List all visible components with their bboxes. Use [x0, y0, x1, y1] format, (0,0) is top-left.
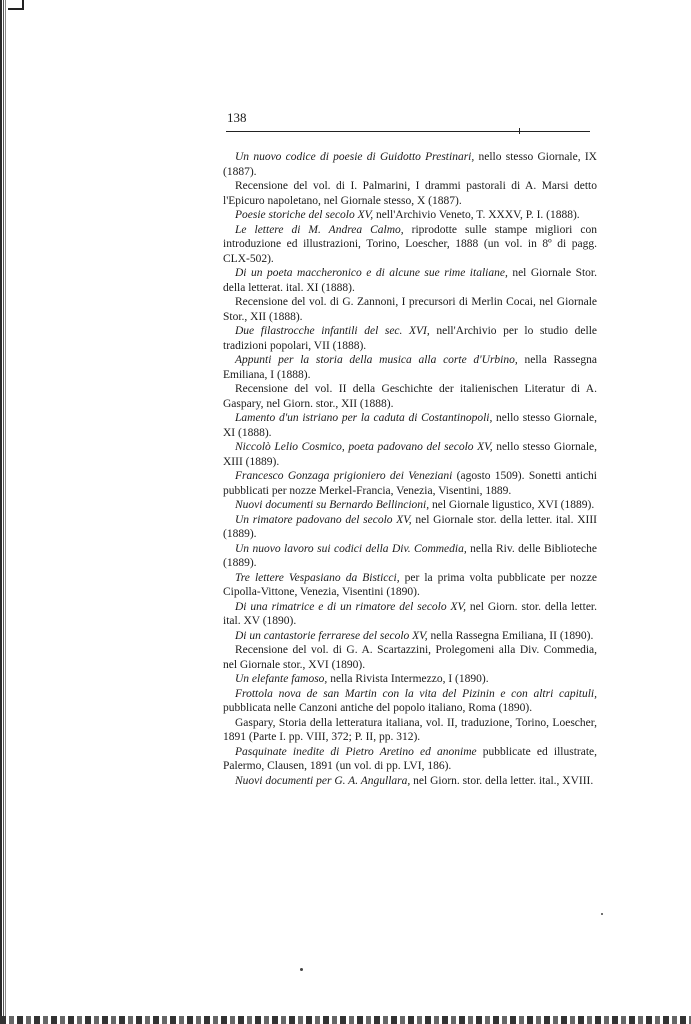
scan-corner-mark [8, 0, 24, 10]
entry-details: nel Giornale stor. della letter. ital. XIII (1889). [223, 513, 598, 540]
scan-speck [300, 968, 303, 971]
bibliography-entry [223, 295, 597, 324]
bibliography-entry [223, 513, 597, 542]
entry-title: Tre lettere Vespasiano da Bisticci, [235, 571, 400, 584]
entry-details: nella Rassegna Emiliana, II (1890). [427, 629, 594, 642]
bibliography-entry [223, 208, 597, 223]
bibliography-entry [223, 774, 597, 789]
entry-details: nello stesso Giornale, XI (1888). [223, 412, 598, 439]
entry-title: Un nuovo lavoro sui codici della Div. Commedia, [235, 542, 467, 555]
entry-title: Pasquinate inedite di Pietro Aretino ed anonime [235, 745, 477, 758]
bibliography-entry [223, 411, 597, 440]
entry-details: nella Rassegna Emiliana, I (1888). [223, 354, 597, 381]
bibliography-entry [223, 672, 597, 687]
entry-details: nella Rivista Intermezzo, I (1890). [327, 673, 489, 685]
entry-details: nell'Archivio Veneto, T. XXXV, P. I. (1888). [373, 209, 580, 221]
entry-details: pubblicata nelle Canzoni antiche del popolo italiano, Roma (1890). [223, 702, 533, 714]
entry-title: Due filastrocche infantili del sec. XVI, [235, 325, 430, 337]
entry-title: Le lettere di M. Andrea Calmo, [235, 223, 404, 236]
bibliography-entry [223, 498, 597, 513]
bibliography-entry [223, 542, 597, 571]
entry-details: Recensione del vol. di G. Zannoni, I precursori di Merlin Cocai, nel Giornale Stor., XII (1888). [223, 296, 597, 323]
entry-title: Di una rimatrice e di un rimatore del secolo XV, [235, 600, 466, 613]
entry-details: (agosto 1509). Sonetti antichi pubblicati per nozze Merkel-Francia, Venezia, Visentini, 1889. [223, 470, 597, 497]
scan-speck [601, 913, 603, 915]
entry-details: nel Giornale Stor. della letterat. ital. XI (1888). [223, 267, 597, 294]
bibliography-entry [223, 745, 597, 774]
entry-details: nel Giorn. stor. della letter. ital., XVIII. [410, 774, 594, 787]
bibliography-entry [223, 643, 597, 672]
bibliography-entry [223, 629, 597, 644]
entry-title: Nuovi documenti su Bernardo Bellincioni, [235, 499, 430, 511]
bibliography-entry [223, 179, 597, 208]
bibliography-list [223, 150, 597, 788]
bibliography-entry [223, 223, 597, 267]
entry-details: nella Riv. delle Biblioteche (1889). [223, 542, 597, 569]
entry-title: Appunti per la storia della musica alla corte d'Urbino, [235, 354, 518, 366]
entry-title: Di un cantastorie ferrarese del secolo XV, [235, 629, 428, 642]
entry-details: nell'Archivio per lo studio delle tradizioni popolari, VII (1888). [223, 325, 597, 352]
entry-title: Un nuovo codice di poesie di Guidotto Prestinari, [235, 151, 475, 163]
header-rule [226, 131, 590, 132]
entry-details: pubblicate ed illustrate, Palermo, Clausen, 1891 (un vol. di pp. LVI, 186). [223, 745, 597, 772]
bibliography-entry [223, 150, 597, 179]
entry-details: Recensione del vol. di I. Palmarini, I drammi pastorali di A. Marsi detto l'Epicuro napoletano, nel Giornale stesso, X (1887). [223, 180, 597, 207]
bibliography-entry [223, 687, 597, 716]
bibliography-entry [223, 716, 597, 745]
entry-details: nello stesso Giornale, IX (1887). [223, 151, 597, 178]
entry-title: Un elefante famoso, [235, 673, 328, 685]
scan-bottom-edge [0, 1016, 691, 1024]
entry-title: Frottola nova de san Martin con la vita del Pizinin e con altri capituli, [235, 687, 597, 700]
entry-details: Gaspary, Storia della letteratura italiana, vol. II, traduzione, Torino, Loescher, 1891 (Parte I. pp. VIII, 372; P. II, pp. 312). [223, 716, 597, 743]
entry-details: riprodotte sulle stampe migliori con introduzione ed illustrazioni, Torino, Loescher, 1888 (un vol. in 8º di pagg. CLX-502). [223, 223, 597, 265]
bibliography-entry [223, 266, 597, 295]
bibliography-entry [223, 382, 597, 411]
entry-title: Nuovi documenti per G. A. Angullara, [235, 774, 411, 787]
entry-details: nel Giornale ligustico, XVI (1889). [429, 499, 595, 511]
entry-details: per la prima volta pubblicate per nozze Cipolla-Vittone, Venezia, Visentini (1890). [223, 571, 597, 598]
entry-details: Recensione del vol. II della Geschichte der italienischen Literatur di A. Gaspary, nel Giorn. stor., XII (1888). [223, 383, 597, 410]
entry-title: Poesie storiche del secolo XV, [235, 209, 374, 221]
entry-details: nel Giorn. stor. della letter. ital. XV (1890). [223, 600, 597, 627]
bibliography-entry [223, 353, 597, 382]
entry-details: Recensione del vol. di G. A. Scartazzini, Prolegomeni alla Div. Commedia, nel Giornale stor., XVI (1890). [223, 644, 597, 671]
entry-title: Francesco Gonzaga prigioniero dei Veneziani [235, 470, 453, 482]
bibliography-entry [223, 571, 597, 600]
bibliography-entry [223, 600, 597, 629]
entry-title: Niccolò Lelio Cosmico, poeta padovano del secolo XV, [235, 441, 493, 453]
scan-left-edge [0, 0, 8, 1024]
entry-title: Un rimatore padovano del secolo XV, [235, 513, 412, 526]
header-rule-break [519, 128, 520, 134]
bibliography-entry [223, 440, 597, 469]
entry-title: Di un poeta maccheronico e di alcune sue rime italiane, [235, 267, 508, 279]
entry-title: Lamento d'un istriano per la caduta di Costantinopoli, [235, 412, 493, 424]
page-number: 138 [227, 110, 247, 125]
bibliography-entry [223, 469, 597, 498]
bibliography-entry [223, 324, 597, 353]
entry-details: nello stesso Giornale, XIII (1889). [223, 441, 598, 468]
